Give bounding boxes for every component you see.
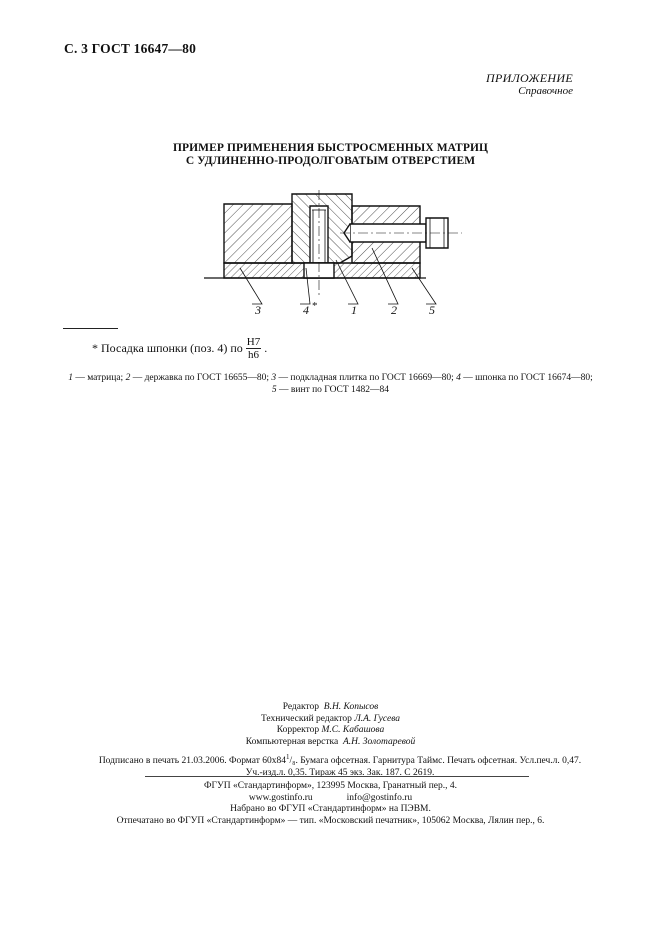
press-info: [40, 781, 621, 827]
label-3: 3: [255, 303, 261, 317]
fit-numerator: H7: [246, 336, 261, 348]
credit-role: Корректор: [276, 725, 320, 735]
label-4: 4: [303, 303, 309, 317]
label-asterisk: *: [312, 300, 318, 312]
legend-text-4: — шпонка по ГОСТ 16674—80;: [460, 373, 593, 383]
legend-text-2: — державка по ГОСТ 16655—80;: [130, 373, 272, 383]
press-typeset: Набрано во ФГУП «Стандартинформ» на ПЭВМ.: [230, 804, 431, 814]
legend-num-5: 5: [271, 385, 277, 395]
credit-role: Компьютерная верстка: [245, 736, 339, 747]
section-heading: [0, 142, 661, 168]
credit-role: Редактор: [282, 702, 320, 712]
credit-person: А.Н. Золотаревой: [342, 736, 416, 747]
publication-format-sup: 1: [286, 753, 290, 761]
fit-denominator: h6: [247, 349, 259, 361]
legend-num-1: 1: [68, 373, 73, 383]
label-2: 2: [391, 303, 397, 317]
credit-role: Технический редактор: [260, 713, 352, 724]
legend-line-2: [40, 384, 621, 396]
legend-text-5: — винт по ГОСТ 1482—84: [276, 385, 390, 395]
press-address: ФГУП «Стандартинформ», 123995 Москва, Гранатный пер., 4.: [203, 781, 458, 791]
publication-line-2: Уч.-изд.л. 0,35. Тираж 45 экз. Зак. 187. С 2619.: [245, 767, 435, 778]
credit-tech-editor: [0, 714, 661, 726]
credits: [0, 702, 661, 748]
heading-line-2: С УДЛИНЕННО-ПРОДОЛГОВАТЫМ ОТВЕРСТИЕМ: [185, 155, 476, 167]
label-1: 1: [351, 303, 357, 317]
press-email[interactable]: info@gostinfo.ru: [346, 792, 413, 803]
press-contacts: [40, 793, 621, 805]
divider: [145, 776, 529, 777]
credit-editor: [0, 702, 661, 714]
fit-fraction: [246, 336, 261, 361]
label-5: 5: [429, 303, 435, 317]
legend-num-3: 3: [271, 373, 277, 383]
parts-legend: [40, 372, 621, 396]
press-website[interactable]: www.gostinfo.ru: [248, 792, 313, 803]
credit-person: М.С. Кабашова: [321, 725, 385, 735]
footnote-text: * Посадка шпонки (поз. 4) по: [92, 341, 243, 355]
legend-num-2: 2: [125, 373, 131, 383]
publication-line-1: [60, 752, 620, 768]
credit-layout: [0, 737, 661, 749]
legend-num-4: 4: [456, 373, 461, 383]
legend-line-1: [40, 372, 621, 384]
holder-left: [224, 204, 292, 263]
appendix-title: ПРИЛОЖЕНИЕ: [486, 71, 573, 85]
page-header: С. 3 ГОСТ 16647—80: [64, 41, 197, 56]
legend-text-3: — подкладная плитка по ГОСТ 16669—80;: [276, 373, 457, 383]
credit-corrector: [0, 725, 661, 737]
press-printed: Отпечатано во ФГУП «Стандартинформ» — тип. «Московский печатник», 105062 Москва, Лялин пер., 6.: [116, 815, 545, 826]
credit-person: Л.А. Гусева: [354, 713, 401, 724]
footnote: [92, 336, 267, 361]
publication-format: Подписано в печать 21.03.2006. Формат 60x84: [98, 756, 286, 767]
footnote-rule: [63, 328, 118, 329]
credit-person: В.Н. Копысов: [323, 702, 379, 712]
appendix-subtitle: Справочное: [518, 85, 573, 97]
appendix-label: [486, 72, 573, 98]
publication-specs: /₈. Бумага офсетная. Гарнитура Таймс. Печать офсетная. Усл.печ.л. 0,47.: [289, 756, 582, 767]
assembly-drawing: [200, 188, 470, 320]
legend-text-1: — матрица;: [72, 373, 126, 383]
heading-line-1: ПРИМЕР ПРИМЕНЕНИЯ БЫСТРОСМЕННЫХ МАТРИЦ: [172, 142, 489, 154]
footnote-end: .: [264, 341, 268, 355]
